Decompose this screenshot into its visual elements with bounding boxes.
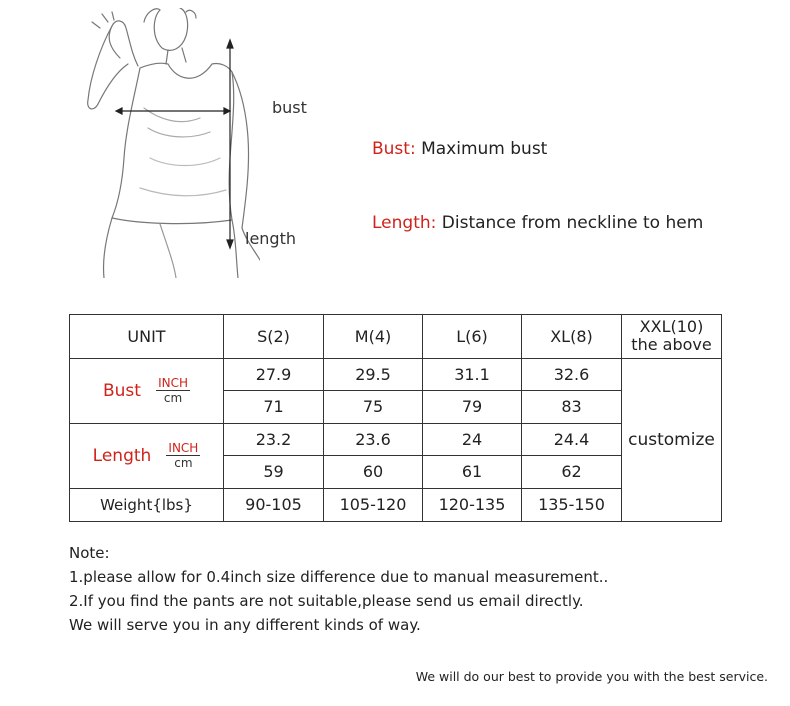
- customize-cell: customize: [622, 358, 722, 521]
- notes-block: [69, 541, 608, 637]
- header-row: [70, 315, 722, 359]
- bust-definition: [372, 139, 547, 159]
- length-definition-key: Length:: [372, 213, 437, 233]
- length-inch-xl: 24.4: [522, 423, 622, 455]
- weight-l: 120-135: [423, 488, 522, 522]
- length-row-label: [70, 423, 224, 488]
- size-header-m: M(4): [324, 315, 423, 359]
- bust-inch-row: [70, 358, 722, 390]
- length-cm-l: 61: [423, 456, 522, 488]
- bust-unit-inch: INCH: [158, 376, 188, 391]
- bust-cm-xl: 83: [522, 391, 622, 423]
- bust-inch-m: 29.5: [324, 358, 423, 390]
- length-unit-inch: INCH: [168, 441, 199, 456]
- size-header-xl: XL(8): [522, 315, 622, 359]
- weight-row-label: Weight{lbs}: [70, 488, 224, 522]
- bust-definition-text: Maximum bust: [421, 139, 548, 159]
- size-header-s: S(2): [224, 315, 324, 359]
- bust-inch-l: 31.1: [423, 358, 522, 390]
- note-heading: Note:: [69, 544, 110, 562]
- note-line-1: 1.please allow for 0.4inch size difference due to manual measurement..: [69, 568, 609, 586]
- bust-inch-xl: 32.6: [522, 358, 622, 390]
- bust-inch-s: 27.9: [224, 358, 324, 390]
- bust-cm-l: 79: [423, 391, 522, 423]
- size-header-xxl-line1: XXL(10): [639, 317, 704, 337]
- size-header-xxl: [622, 315, 722, 359]
- model-sketch-illustration: [40, 8, 260, 278]
- note-line-2: 2.If you find the pants are not suitable,please send us email directly.: [69, 592, 584, 610]
- bust-cm-m: 75: [324, 391, 423, 423]
- bust-unit-cm: cm: [163, 391, 183, 406]
- size-header-xxl-line2: the above: [631, 335, 712, 355]
- length-cm-m: 60: [324, 456, 423, 488]
- length-definition-text: Distance from neckline to hem: [441, 213, 704, 233]
- weight-m: 105-120: [324, 488, 423, 522]
- length-inch-m: 23.6: [324, 423, 423, 455]
- service-statement: We will do our best to provide you with the best service.: [415, 669, 768, 684]
- bust-row-name: Bust: [103, 380, 141, 401]
- size-header-l: L(6): [423, 315, 522, 359]
- length-inch-s: 23.2: [224, 423, 324, 455]
- length-cm-s: 59: [224, 456, 324, 488]
- length-inch-l: 24: [423, 423, 522, 455]
- bust-row-label: [70, 358, 224, 423]
- length-unit-cm: cm: [174, 456, 193, 471]
- bust-unit-fraction: [156, 376, 190, 405]
- note-line-3: We will serve you in any different kinds of way.: [69, 616, 421, 634]
- weight-xl: 135-150: [522, 488, 622, 522]
- bust-cm-s: 71: [224, 391, 324, 423]
- length-row-name: Length: [92, 445, 152, 466]
- bust-definition-key: Bust:: [372, 139, 416, 159]
- size-chart-table: [69, 314, 722, 522]
- length-figure-label: length: [245, 229, 296, 248]
- bust-figure-label: bust: [272, 98, 307, 117]
- length-unit-fraction: [166, 441, 200, 470]
- weight-s: 90-105: [224, 488, 324, 522]
- length-definition: [372, 213, 703, 233]
- unit-header: UNIT: [70, 315, 224, 359]
- length-cm-xl: 62: [522, 456, 622, 488]
